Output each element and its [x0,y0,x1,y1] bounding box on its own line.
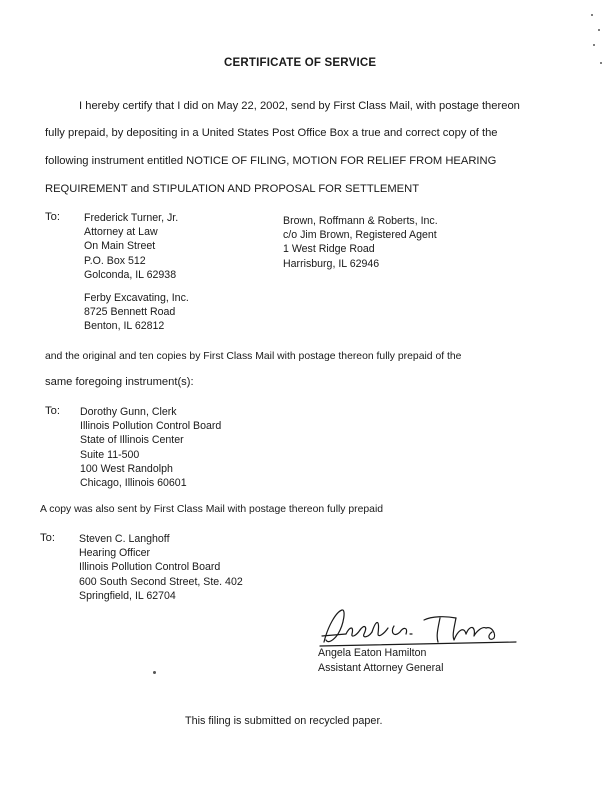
address-line: Brown, Roffmann & Roberts, Inc. [283,215,438,227]
body-line-1: I hereby certify that I did on May 22, 2002, send by First Class Mail, with postage thereon [79,100,520,112]
to-label-3: To: [40,532,55,544]
address-line: On Main Street [84,240,156,253]
scan-speck [153,671,156,674]
body-line-3: following instrument entitled NOTICE OF FILING, MOTION FOR RELIEF FROM HEARING [45,155,497,167]
scan-speck [600,62,602,64]
to-label-1: To: [45,211,60,223]
body-line-2: fully prepaid, by depositing in a United States Post Office Box a true and correct copy of the [45,127,498,139]
address-line: Springfield, IL 62704 [79,589,176,602]
address-line: Illinois Pollution Control Board [80,420,222,433]
scan-speck [598,29,600,31]
signer-title: Assistant Attorney General [318,662,444,674]
address-line: Frederick Turner, Jr. [84,212,179,224]
scan-speck [593,44,595,46]
address-line: Illinois Pollution Control Board [79,561,221,574]
address-line: c/o Jim Brown, Registered Agent [283,229,437,242]
certificate-title: CERTIFICATE OF SERVICE [224,57,377,69]
address-line: Attorney at Law [84,226,158,239]
recipient-brown-address [283,214,438,271]
address-line: Hearing Officer [79,547,151,560]
address-line: Ferby Excavating, Inc. [84,292,189,304]
address-line: 600 South Second Street, Ste. 402 [79,575,243,588]
address-line: P.O. Box 512 [84,254,146,267]
hearing-officer-address [79,532,243,603]
address-line: State of Illinois Center [80,434,184,447]
original-line-2: same foregoing instrument(s): [45,376,194,388]
copy-line: A copy was also sent by First Class Mail with postage thereon fully prepaid [40,504,384,515]
address-line: 100 West Randolph [80,462,173,475]
address-line: Harrisburg, IL 62946 [283,257,380,270]
address-line: Dorothy Gunn, Clerk [80,406,177,418]
address-line: Suite 11-500 [80,448,140,461]
body-line-4: REQUIREMENT and STIPULATION AND PROPOSAL FOR SETTLEMENT [45,183,420,195]
recipient-ferby-address [84,291,189,334]
address-line: Chicago, Illinois 60601 [80,477,187,490]
handwritten-signature [316,604,522,652]
recycled-paper-footer: This filing is submitted on recycled paper. [185,715,383,727]
signer-name: Angela Eaton Hamilton [318,647,427,659]
original-line-1: and the original and ten copies by First Class Mail with postage thereon fully prepaid of the [45,351,462,362]
address-line: 8725 Bennett Road [84,306,176,319]
clerk-address [80,405,221,490]
address-line: Benton, IL 62812 [84,320,165,333]
scan-speck [591,14,593,16]
address-line: Steven C. Langhoff [79,533,170,545]
address-line: 1 West Ridge Road [283,243,375,256]
address-line: Golconda, IL 62938 [84,268,177,281]
recipient-turner-address [84,211,178,282]
to-label-2: To: [45,405,60,417]
